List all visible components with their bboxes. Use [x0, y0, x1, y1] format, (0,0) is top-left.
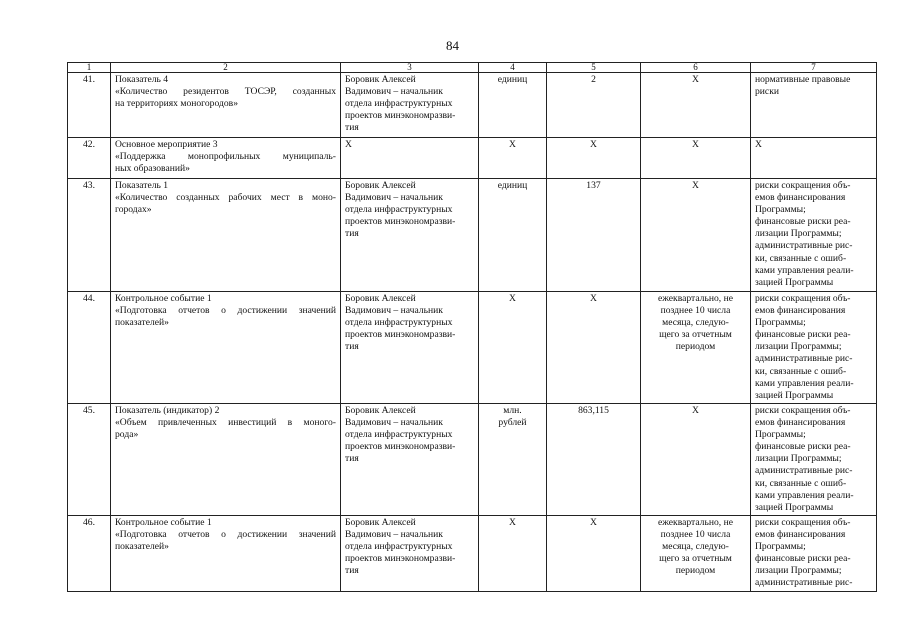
column-header: 3 [341, 63, 479, 73]
row-number: 44. [68, 292, 111, 404]
deadline-line: щего за отчетным [659, 329, 732, 341]
deadline-cell [641, 138, 751, 179]
responsible-line: отдела инфраструктурных [345, 429, 453, 441]
responsible-line: проектов минэкономразви- [345, 553, 456, 565]
deadline-cell [641, 73, 751, 138]
responsible-line: Вадимович – начальник [345, 417, 443, 429]
item-name-line: «Количество резидентов ТОСЭР, созданных [115, 86, 336, 98]
deadline-line: ежеквартально, не [658, 517, 733, 528]
value-cell: 863,115 [547, 404, 641, 516]
risks-cell [751, 73, 877, 138]
item-name-cell [111, 292, 341, 404]
risks-line: риски сокращения объ- [755, 517, 851, 528]
responsible-cell [341, 138, 479, 179]
item-name-line: рода» [115, 429, 139, 441]
item-name-line: ных образований» [115, 163, 190, 175]
risks-line: ками управления реали- [755, 377, 854, 389]
responsible-line: отдела инфраструктурных [345, 204, 453, 216]
item-name-cell [111, 73, 341, 138]
risks-line: лизации Программы; [755, 565, 842, 577]
risks-line: Программы; [755, 429, 806, 441]
item-name-cell [111, 404, 341, 516]
responsible-line: тия [345, 341, 359, 353]
risks-line: зацией Программы [755, 389, 834, 401]
risks-line: Программы; [755, 204, 806, 216]
row-number: 42. [68, 138, 111, 179]
responsible-line: тия [345, 122, 359, 134]
risks-line: емов финансирования [755, 529, 846, 541]
item-name-cell [111, 516, 341, 592]
risks-line: риски сокращения объ- [755, 180, 851, 191]
unit-cell [479, 138, 547, 179]
row-number: 45. [68, 404, 111, 516]
risks-line: Х [755, 139, 762, 150]
risks-line: емов финансирования [755, 417, 846, 429]
unit-line: Х [509, 293, 516, 304]
value-cell: Х [547, 516, 641, 592]
unit-cell [479, 73, 547, 138]
item-name-line: Показатель (индикатор) 2 [115, 405, 220, 416]
unit-line: единиц [497, 180, 528, 191]
unit-line: рублей [498, 417, 527, 429]
risks-line: зацией Программы [755, 276, 834, 288]
deadline-line: позднее 10 числа [660, 305, 731, 317]
deadline-line: периодом [675, 341, 716, 353]
item-name-line: показателей» [115, 541, 169, 553]
value-cell: Х [547, 292, 641, 404]
unit-line: Х [509, 139, 516, 150]
risks-line: риски сокращения объ- [755, 293, 851, 304]
responsible-line: проектов минэкономразви- [345, 216, 456, 228]
risks-line: административные рис- [755, 240, 853, 252]
item-name-line: «Подготовка отчетов о достижении значений [115, 529, 336, 541]
responsible-line: тия [345, 565, 359, 577]
row-number: 43. [68, 179, 111, 292]
unit-line: единиц [497, 74, 528, 85]
responsible-line: Боровик Алексей [345, 405, 416, 416]
table-row [68, 138, 877, 179]
risks-line: административные рис- [755, 577, 853, 589]
risks-line: Программы; [755, 541, 806, 553]
row-number: 46. [68, 516, 111, 592]
table-row [68, 516, 877, 592]
deadline-cell [641, 179, 751, 292]
risks-line: лизации Программы; [755, 453, 842, 465]
table-header-row [68, 63, 877, 73]
risks-cell [751, 179, 877, 292]
risks-line: нормативные правовые [755, 74, 851, 85]
page-number: 84 [446, 38, 459, 53]
risks-line: емов финансирования [755, 305, 846, 317]
unit-line: млн. [503, 405, 522, 416]
responsible-line: Вадимович – начальник [345, 86, 443, 98]
responsible-line: проектов минэкономразви- [345, 110, 456, 122]
responsible-line: Боровик Алексей [345, 293, 416, 304]
responsible-line: тия [345, 453, 359, 465]
value-cell: Х [547, 138, 641, 179]
item-name-line: Основное мероприятие 3 [115, 139, 218, 150]
item-name-line: городах» [115, 204, 152, 216]
table-row [68, 292, 877, 404]
column-header: 1 [68, 63, 111, 73]
deadline-line: Х [692, 139, 699, 150]
risks-line: зацией Программы [755, 501, 834, 513]
responsible-line: тия [345, 228, 359, 240]
risks-line: риски сокращения объ- [755, 405, 851, 416]
deadline-cell [641, 516, 751, 592]
item-name-line: «Подготовка отчетов о достижении значений [115, 305, 336, 317]
risks-cell [751, 138, 877, 179]
responsible-line: отдела инфраструктурных [345, 541, 453, 553]
deadline-line: позднее 10 числа [660, 529, 731, 541]
column-header: 2 [111, 63, 341, 73]
table-row [68, 179, 877, 292]
item-name-line: «Объем привлеченных инвестиций в моного- [115, 417, 336, 429]
risks-cell [751, 516, 877, 592]
risks-line: ки, связанные с ошиб- [755, 365, 847, 377]
risks-cell [751, 404, 877, 516]
deadline-line: месяца, следую- [662, 541, 729, 553]
program-table [67, 62, 877, 592]
row-number: 41. [68, 73, 111, 138]
deadline-line: периодом [675, 565, 716, 577]
item-name-line: на территориях моногородов» [115, 98, 238, 110]
responsible-line: отдела инфраструктурных [345, 317, 453, 329]
responsible-line: Боровик Алексей [345, 517, 416, 528]
value-cell: 2 [547, 73, 641, 138]
responsible-line: Х [345, 139, 352, 150]
risks-line: финансовые риски реа- [755, 216, 851, 228]
item-name-line: Показатель 4 [115, 74, 169, 85]
item-name-cell [111, 179, 341, 292]
responsible-line: Вадимович – начальник [345, 192, 443, 204]
unit-cell [479, 516, 547, 592]
item-name-line: показателей» [115, 317, 169, 329]
responsible-line: Вадимович – начальник [345, 529, 443, 541]
item-name-line: Показатель 1 [115, 180, 169, 191]
risks-line: емов финансирования [755, 192, 846, 204]
deadline-line: Х [692, 74, 699, 85]
responsible-line: Боровик Алексей [345, 74, 416, 85]
unit-cell [479, 292, 547, 404]
item-name-line: «Поддержка монопрофильных муниципаль- [115, 151, 336, 163]
risks-cell [751, 292, 877, 404]
risks-line: ки, связанные с ошиб- [755, 252, 847, 264]
deadline-cell [641, 292, 751, 404]
deadline-line: месяца, следую- [662, 317, 729, 329]
table-row [68, 73, 877, 138]
column-header: 6 [641, 63, 751, 73]
risks-line: финансовые риски реа- [755, 329, 851, 341]
risks-line: лизации Программы; [755, 228, 842, 240]
risks-line: лизации Программы; [755, 341, 842, 353]
deadline-cell [641, 404, 751, 516]
risks-line: ки, связанные с ошиб- [755, 477, 847, 489]
item-name-cell [111, 138, 341, 179]
risks-line: административные рис- [755, 465, 853, 477]
item-name-line: Контрольное событие 1 [115, 293, 212, 304]
deadline-line: ежеквартально, не [658, 293, 733, 304]
unit-cell [479, 404, 547, 516]
responsible-cell [341, 404, 479, 516]
risks-line: административные рис- [755, 353, 853, 365]
risks-line: риски [755, 86, 779, 98]
column-header: 5 [547, 63, 641, 73]
risks-line: финансовые риски реа- [755, 441, 851, 453]
responsible-line: Вадимович – начальник [345, 305, 443, 317]
responsible-cell [341, 516, 479, 592]
responsible-cell [341, 292, 479, 404]
column-header: 7 [751, 63, 877, 73]
responsible-line: проектов минэкономразви- [345, 441, 456, 453]
deadline-line: Х [692, 180, 699, 191]
risks-line: финансовые риски реа- [755, 553, 851, 565]
deadline-line: Х [692, 405, 699, 416]
value-cell: 137 [547, 179, 641, 292]
responsible-line: Боровик Алексей [345, 180, 416, 191]
responsible-line: проектов минэкономразви- [345, 329, 456, 341]
responsible-cell [341, 73, 479, 138]
responsible-line: отдела инфраструктурных [345, 98, 453, 110]
responsible-cell [341, 179, 479, 292]
item-name-line: Контрольное событие 1 [115, 517, 212, 528]
unit-line: Х [509, 517, 516, 528]
column-header: 4 [479, 63, 547, 73]
item-name-line: «Количество созданных рабочих мест в моно- [115, 192, 336, 204]
table-row [68, 404, 877, 516]
unit-cell [479, 179, 547, 292]
deadline-line: щего за отчетным [659, 553, 732, 565]
risks-line: ками управления реали- [755, 489, 854, 501]
risks-line: ками управления реали- [755, 264, 854, 276]
risks-line: Программы; [755, 317, 806, 329]
